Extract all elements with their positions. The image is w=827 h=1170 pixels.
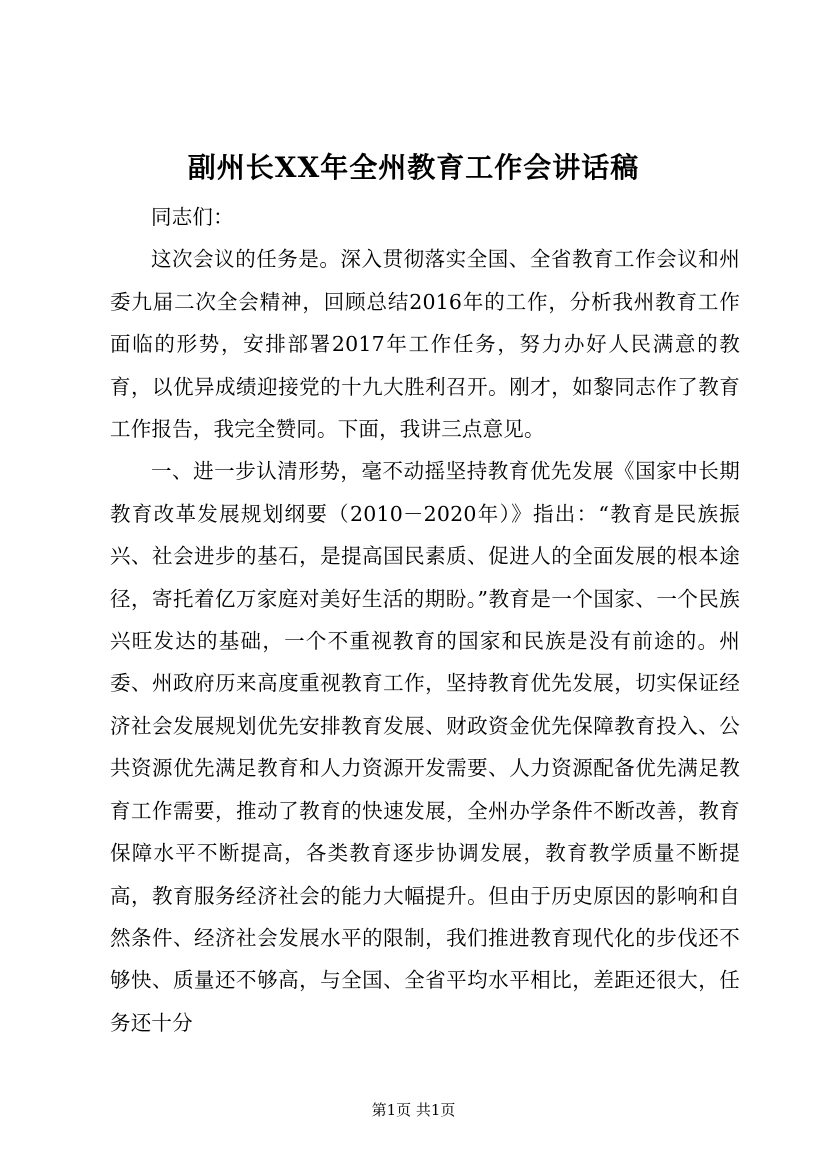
page-number-footer: 第1页 共1页 xyxy=(371,1101,456,1119)
paragraph-section-one: 一、进一步认清形势，毫不动摇坚持教育优先发展《国家中长期教育改革发展规划纲要（2010－2020年）》指出：“教育是民族振兴、社会进步的基石，是提高国民素质、促进人的全面发展的根本途径，寄托着亿万家庭对美好生活的期盼。”教育是一个国家、一个民族兴旺发达的基础，一个不重视教育的国家和民族是没有前途的。州委、州政府历来高度重视教育工作，坚持教育优先发展，切实保证经济社会发展规划优先安排教育发展、财政资金优先保障教育投入、公共资源优先满足教育和人力资源开发需要、人力资源配备优先满足教育工作需要，推动了教育的快速发展，全州办学条件不断改善，教育保障水平不断提高，各类教育逐步协调发展，教育教学质量不断提高，教育服务经济社会的能力大幅提升。但由于历史原因的影响和自然条件、经济社会发展水平的限制，我们推进教育现代化的步伐还不够快、质量还不够高，与全国、全省平均水平相比，差距还很大，任务还十分 xyxy=(110,459,740,1035)
salutation: 同志们： xyxy=(151,205,234,229)
paragraph-intro: 这次会议的任务是。深入贯彻落实全国、全省教育工作会议和州委九届二次全会精神，回顾总结2016年的工作，分析我州教育工作面临的形势，安排部署2017年工作任务，努力办好人民满意的教育，以优异成绩迎接党的十九大胜利召开。刚才，如黎同志作了教育工作报告，我完全赞同。下面，我讲三点意见。 xyxy=(110,247,740,442)
document-title: 副州长XX年全州教育工作会讲话稿 xyxy=(187,151,640,184)
document-body xyxy=(110,196,740,1044)
